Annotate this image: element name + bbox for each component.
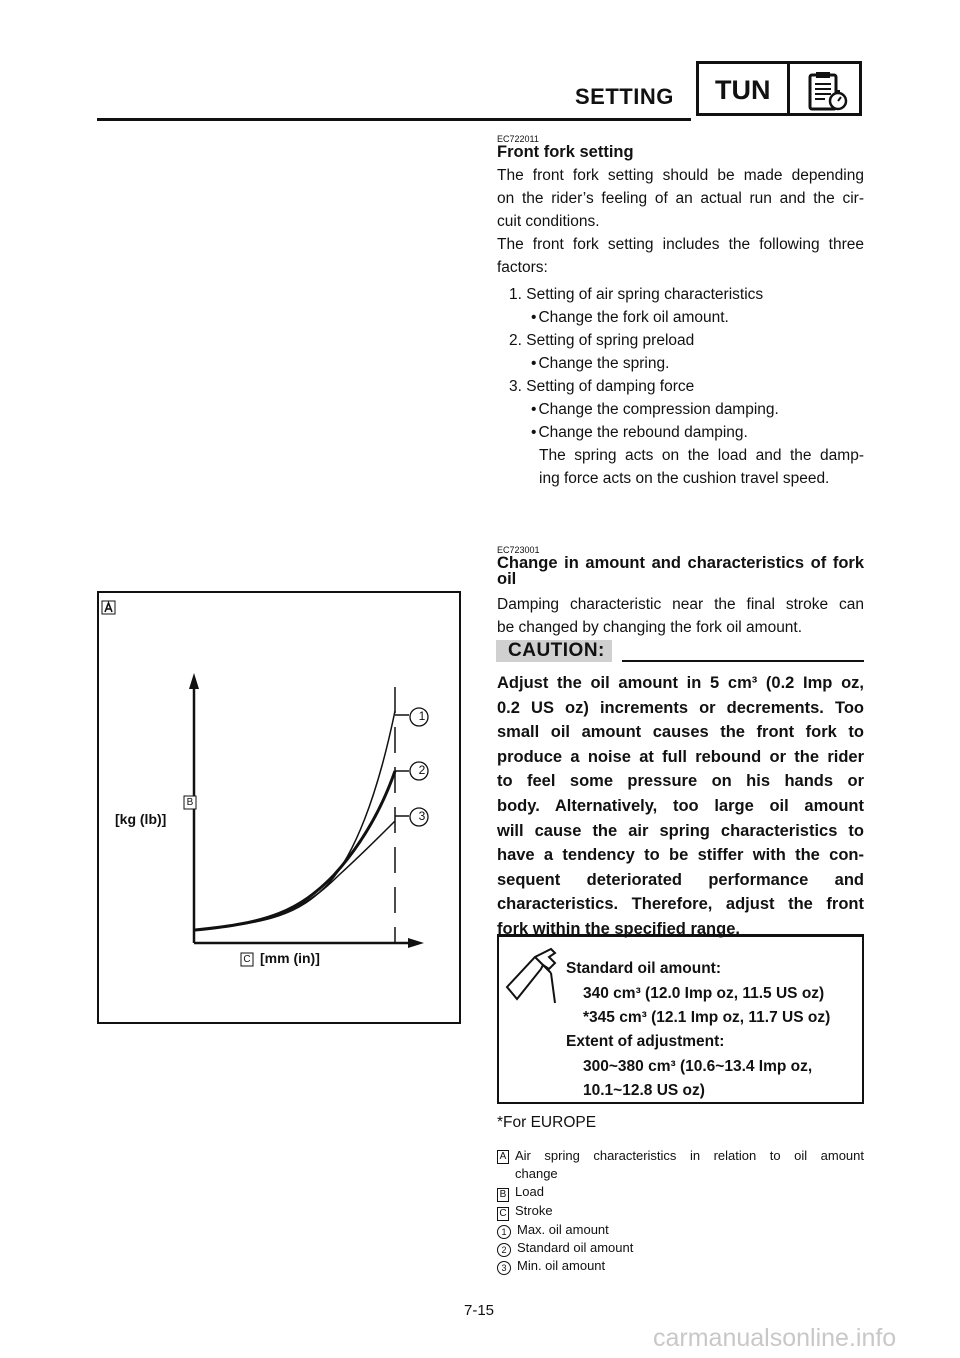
legend-text: Min. oil amount [517, 1258, 606, 1273]
list-item: • Change the compression damping. [509, 398, 869, 421]
adjustment-extent-value: 300~380 cm³ (10.6~13.4 Imp oz, [583, 1058, 813, 1075]
caution-rule [622, 660, 864, 662]
legend-item [497, 1183, 864, 1202]
section-title [497, 555, 864, 587]
figure-legend [497, 1147, 864, 1275]
note-paragraph [539, 444, 864, 490]
text-line: Damping characteristic near the final stroke can [497, 596, 864, 613]
text-line: on the rider’s feeling of an actual run and the cir- [497, 190, 864, 207]
list-item: • Change the fork oil amount. [509, 306, 869, 329]
adjustment-extent-value: 10.1~12.8 US oz) [583, 1082, 705, 1099]
tun-tab-label: TUN [715, 75, 771, 105]
text-line: The front fork setting should be made depending [497, 167, 864, 184]
text-line: to feel some pressure on his hands or [497, 772, 864, 791]
section-title: Front fork setting [497, 143, 634, 161]
footnote: *For EUROPE [497, 1114, 597, 1131]
legend-key-1: 1 [497, 1225, 511, 1239]
callout-1: 1 [418, 709, 426, 723]
tab-divider [787, 64, 790, 113]
text-line: 0.2 US oz) increments or decrements. Too [497, 698, 864, 717]
list-item: • Change the rebound damping. [509, 421, 869, 444]
text-line: cuit conditions. [497, 213, 600, 230]
text-line: small oil amount causes the front fork to [497, 723, 864, 742]
legend-text: Stroke [515, 1203, 553, 1218]
text-line: body. Alternatively, too large oil amount [497, 796, 864, 815]
text-line: have a tendency to be stiffer with the con- [497, 846, 864, 865]
text-line: factors: [497, 259, 548, 276]
standard-oil-label: Standard oil amount: [566, 960, 721, 977]
section-code: EC723001 [497, 545, 540, 555]
watermark: carmanualsonline.info [653, 1324, 897, 1352]
x-axis-unit: [mm (in)] [260, 950, 320, 966]
list-item: 1. Setting of air spring characteristics [509, 286, 764, 303]
legend-item [497, 1221, 864, 1239]
clipboard-stopwatch-icon [805, 70, 851, 114]
tun-tab-box [696, 61, 862, 116]
list-item: • Change the spring. [509, 352, 869, 375]
list-item: 3. Setting of damping force [509, 378, 695, 395]
text-line: ing force acts on the cushion travel speed. [539, 470, 830, 487]
standard-oil-value: 340 cm³ (12.0 Imp oz, 11.5 US oz) [583, 985, 825, 1002]
intro-paragraph [497, 164, 864, 233]
legend-text: Air spring characteristics in relation to oil amount [515, 1148, 864, 1163]
legend-item [497, 1239, 864, 1257]
legend-item [497, 1202, 864, 1221]
legend-item [497, 1147, 864, 1183]
text-line: The spring acts on the load and the damp- [539, 447, 864, 464]
text-line: will cause the air spring characteristics to [497, 821, 864, 840]
oil-characteristics-figure [97, 591, 461, 1024]
text-line: produce a noise at full rebound or the rider [497, 747, 864, 766]
legend-key-c: C [497, 1207, 509, 1221]
max-oil-curve [195, 711, 395, 930]
standard-oil-value-europe: *345 cm³ (12.1 Imp oz, 11.7 US oz) [583, 1009, 831, 1026]
x-axis-letter: C [243, 954, 251, 965]
legend-text: change [515, 1166, 558, 1181]
caution-text [497, 671, 864, 942]
text-line: fork within the specified range. [497, 919, 740, 938]
text-line: oil [497, 570, 517, 588]
legend-text: Standard oil amount [517, 1240, 634, 1255]
text-line: Adjust the oil amount in 5 cm³ (0.2 Imp oz, [497, 674, 864, 692]
min-oil-curve [195, 821, 395, 930]
text-line: Change in amount and characteristics of fork [497, 554, 864, 572]
text-line: The front fork setting includes the following three [497, 236, 864, 253]
y-axis-letter: B [186, 797, 194, 808]
damping-paragraph [497, 593, 864, 639]
caution-label: CAUTION: [508, 640, 605, 661]
text-line: characteristics. Therefore, adjust the front [497, 895, 864, 914]
legend-key-2: 2 [497, 1243, 511, 1257]
section-code: EC722011 [497, 134, 539, 144]
callout-2: 2 [418, 763, 426, 777]
wrench-icon [505, 947, 559, 1007]
spec-box [497, 934, 864, 1104]
legend-item [497, 1257, 864, 1275]
adjustment-extent-label: Extent of adjustment: [566, 1033, 725, 1050]
header-rule [97, 118, 691, 121]
y-axis-unit: [kg (lb)] [115, 811, 167, 827]
section-header-label: SETTING [575, 84, 674, 109]
legend-text: Load [515, 1184, 544, 1199]
list-item: 2. Setting of spring preload [509, 332, 695, 349]
callout-3: 3 [418, 809, 426, 823]
text-line: sequent deteriorated performance and [497, 870, 864, 889]
factors-list [509, 283, 869, 444]
legend-key-3: 3 [497, 1261, 511, 1275]
legend-key-b: B [497, 1188, 509, 1202]
factors-paragraph [497, 233, 864, 279]
page-number: 7-15 [464, 1302, 495, 1319]
legend-key-a: A [497, 1150, 509, 1164]
legend-text: Max. oil amount [517, 1222, 609, 1237]
text-line: be changed by changing the fork oil amount. [497, 619, 803, 636]
